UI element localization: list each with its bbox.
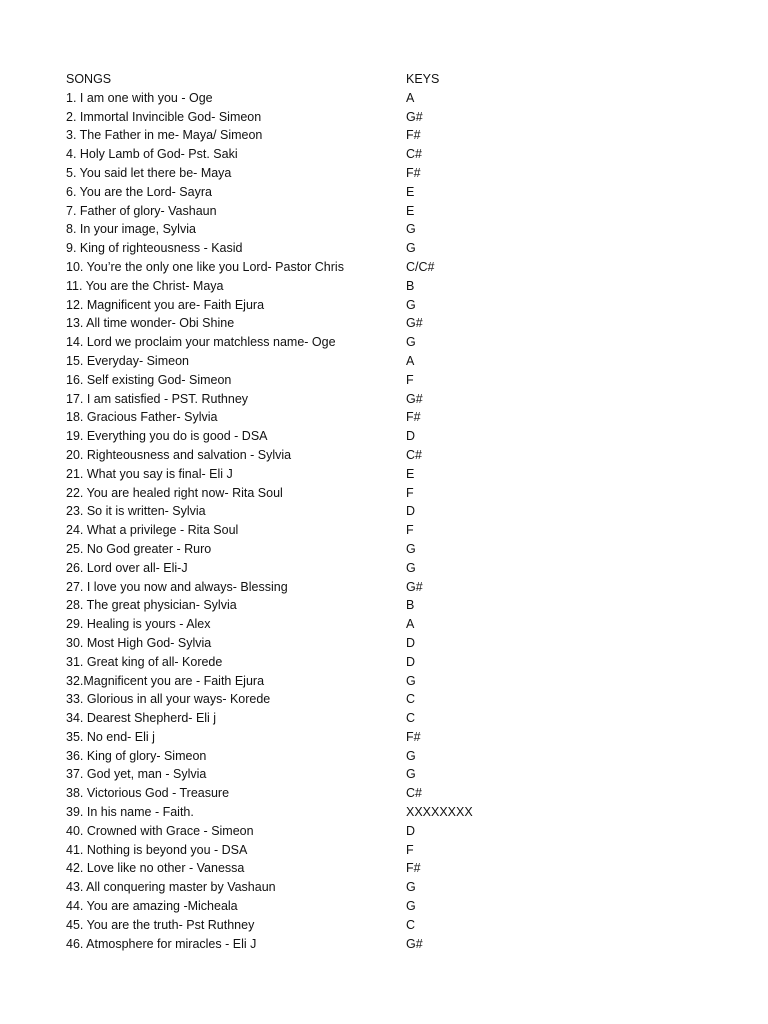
song-row bbox=[66, 803, 706, 822]
song-row bbox=[66, 878, 706, 897]
song-key: B bbox=[406, 278, 415, 293]
song-row bbox=[66, 108, 706, 127]
song-row bbox=[66, 446, 706, 465]
song-title: 45. You are the truth- Pst Ruthney bbox=[66, 917, 255, 932]
song-row bbox=[66, 465, 706, 484]
song-title: 18. Gracious Father- Sylvia bbox=[66, 410, 218, 425]
song-key: G bbox=[406, 560, 416, 575]
song-row bbox=[66, 371, 706, 390]
song-row bbox=[66, 784, 706, 803]
song-title: 16. Self existing God- Simeon bbox=[66, 372, 232, 387]
song-row bbox=[66, 822, 706, 841]
song-row bbox=[66, 333, 706, 352]
song-key: F# bbox=[406, 861, 421, 876]
song-row bbox=[66, 427, 706, 446]
song-title: 9. King of righteousness - Kasid bbox=[66, 241, 243, 256]
song-key: A bbox=[406, 353, 415, 368]
song-key: C# bbox=[406, 147, 422, 162]
song-title: 43. All conquering master by Vashaun bbox=[66, 880, 276, 895]
song-key: D bbox=[406, 504, 416, 519]
song-title: 28. The great physician- Sylvia bbox=[66, 598, 237, 613]
song-title: 38. Victorious God - Treasure bbox=[66, 786, 230, 801]
header-row bbox=[66, 70, 706, 89]
song-key: B bbox=[406, 598, 415, 613]
song-row bbox=[66, 897, 706, 916]
song-title: 14. Lord we proclaim your matchless name- Oge bbox=[66, 335, 336, 350]
song-title: 10. You’re the only one like you Lord- Pastor Chris bbox=[66, 259, 344, 274]
song-key: D bbox=[406, 429, 416, 444]
song-key: G bbox=[406, 335, 416, 350]
song-key: F bbox=[406, 842, 414, 857]
song-key: E bbox=[406, 184, 415, 199]
song-key: A bbox=[406, 90, 415, 105]
song-key: E bbox=[406, 466, 415, 481]
song-row bbox=[66, 239, 706, 258]
song-key: G bbox=[406, 899, 416, 914]
song-rows bbox=[66, 89, 706, 954]
song-title: 13. All time wonder- Obi Shine bbox=[66, 316, 235, 331]
song-title: 32.Magnificent you are - Faith Ejura bbox=[66, 673, 265, 688]
song-key: E bbox=[406, 203, 415, 218]
song-key: D bbox=[406, 635, 416, 650]
song-title: 44. You are amazing -Micheala bbox=[66, 899, 238, 914]
song-row bbox=[66, 183, 706, 202]
song-row bbox=[66, 653, 706, 672]
song-title: 4. Holy Lamb of God- Pst. Saki bbox=[66, 147, 238, 162]
song-row bbox=[66, 126, 706, 145]
song-key: G bbox=[406, 222, 416, 237]
song-key-list bbox=[66, 70, 706, 953]
song-title: 39. In his name - Faith. bbox=[66, 805, 194, 820]
song-key: F# bbox=[406, 410, 421, 425]
song-title: 20. Righteousness and salvation - Sylvia bbox=[66, 447, 292, 462]
song-title: 12. Magnificent you are- Faith Ejura bbox=[66, 297, 265, 312]
song-key: C# bbox=[406, 447, 422, 462]
song-title: 23. So it is written- Sylvia bbox=[66, 504, 206, 519]
song-title: 15. Everyday- Simeon bbox=[66, 353, 189, 368]
song-title: 1. I am one with you - Oge bbox=[66, 90, 213, 105]
song-key: G bbox=[406, 880, 416, 895]
song-title: 24. What a privilege - Rita Soul bbox=[66, 523, 239, 538]
song-title: 2. Immortal Invincible God- Simeon bbox=[66, 109, 262, 124]
song-row bbox=[66, 202, 706, 221]
song-key: F# bbox=[406, 729, 421, 744]
song-row bbox=[66, 935, 706, 954]
song-title: 31. Great king of all- Korede bbox=[66, 654, 223, 669]
song-row bbox=[66, 634, 706, 653]
song-title: 5. You said let there be- Maya bbox=[66, 165, 232, 180]
song-key: G# bbox=[406, 936, 423, 951]
song-row bbox=[66, 408, 706, 427]
song-title: 25. No God greater - Ruro bbox=[66, 541, 212, 556]
song-key: G bbox=[406, 767, 416, 782]
song-key: F bbox=[406, 485, 414, 500]
song-row bbox=[66, 690, 706, 709]
song-title: 17. I am satisfied - PST. Ruthney bbox=[66, 391, 249, 406]
song-row bbox=[66, 672, 706, 691]
song-row bbox=[66, 596, 706, 615]
song-row bbox=[66, 916, 706, 935]
song-row bbox=[66, 277, 706, 296]
keys-header: KEYS bbox=[406, 72, 440, 86]
song-key: C bbox=[406, 917, 416, 932]
song-row bbox=[66, 296, 706, 315]
song-row bbox=[66, 484, 706, 503]
song-title: 19. Everything you do is good - DSA bbox=[66, 429, 268, 444]
song-title: 22. You are healed right now- Rita Soul bbox=[66, 485, 283, 500]
song-row bbox=[66, 841, 706, 860]
song-title: 37. God yet, man - Sylvia bbox=[66, 767, 207, 782]
song-row bbox=[66, 258, 706, 277]
songs-header: SONGS bbox=[66, 72, 112, 86]
song-title: 34. Dearest Shepherd- Eli j bbox=[66, 711, 217, 726]
song-row bbox=[66, 615, 706, 634]
song-title: 29. Healing is yours - Alex bbox=[66, 617, 211, 632]
song-key: C bbox=[406, 692, 416, 707]
song-key: D bbox=[406, 654, 416, 669]
song-title: 41. Nothing is beyond you - DSA bbox=[66, 842, 248, 857]
song-row bbox=[66, 747, 706, 766]
song-key: G# bbox=[406, 109, 423, 124]
song-title: 11. You are the Christ- Maya bbox=[66, 278, 224, 293]
song-row bbox=[66, 559, 706, 578]
song-key: G bbox=[406, 297, 416, 312]
song-title: 26. Lord over all- Eli-J bbox=[66, 560, 188, 575]
song-row bbox=[66, 578, 706, 597]
song-row bbox=[66, 145, 706, 164]
song-title: 46. Atmosphere for miracles - Eli J bbox=[66, 936, 257, 951]
song-row bbox=[66, 314, 706, 333]
song-key: G bbox=[406, 748, 416, 763]
song-key: F bbox=[406, 523, 414, 538]
song-title: 8. In your image, Sylvia bbox=[66, 222, 196, 237]
song-row bbox=[66, 709, 706, 728]
song-row bbox=[66, 220, 706, 239]
song-title: 30. Most High God- Sylvia bbox=[66, 635, 212, 650]
song-title: 21. What you say is final- Eli J bbox=[66, 466, 233, 481]
song-title: 3. The Father in me- Maya/ Simeon bbox=[66, 128, 263, 143]
song-row bbox=[66, 164, 706, 183]
song-key: F bbox=[406, 372, 414, 387]
song-row bbox=[66, 390, 706, 409]
song-key: C# bbox=[406, 786, 422, 801]
song-title: 42. Love like no other - Vanessa bbox=[66, 861, 245, 876]
song-title: 7. Father of glory- Vashaun bbox=[66, 203, 217, 218]
song-title: 6. You are the Lord- Sayra bbox=[66, 184, 212, 199]
song-row bbox=[66, 521, 706, 540]
song-key: G bbox=[406, 541, 416, 556]
song-key: G bbox=[406, 673, 416, 688]
song-key: G# bbox=[406, 316, 423, 331]
song-key: G# bbox=[406, 579, 423, 594]
song-row bbox=[66, 859, 706, 878]
song-title: 33. Glorious in all your ways- Korede bbox=[66, 692, 271, 707]
song-key: XXXXXXXX bbox=[406, 805, 473, 820]
song-row bbox=[66, 89, 706, 108]
song-key: A bbox=[406, 617, 415, 632]
song-row bbox=[66, 728, 706, 747]
song-title: 40. Crowned with Grace - Simeon bbox=[66, 823, 254, 838]
song-row bbox=[66, 502, 706, 521]
song-title: 35. No end- Eli j bbox=[66, 729, 155, 744]
song-key: C bbox=[406, 711, 416, 726]
song-key: D bbox=[406, 823, 416, 838]
song-key: G bbox=[406, 241, 416, 256]
song-row bbox=[66, 352, 706, 371]
song-key: C/C# bbox=[406, 259, 435, 274]
song-key: F# bbox=[406, 128, 421, 143]
song-title: 27. I love you now and always- Blessing bbox=[66, 579, 288, 594]
song-row bbox=[66, 765, 706, 784]
song-key: F# bbox=[406, 165, 421, 180]
song-title: 36. King of glory- Simeon bbox=[66, 748, 207, 763]
song-key: G# bbox=[406, 391, 423, 406]
song-row bbox=[66, 540, 706, 559]
